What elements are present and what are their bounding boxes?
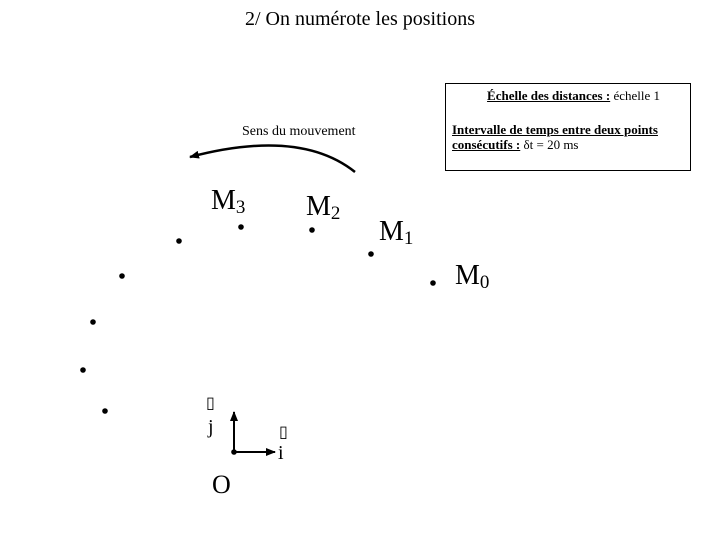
label-m1-letter: M	[379, 216, 404, 247]
scale-label: Échelle des distances :	[487, 88, 611, 103]
label-m3-letter: M	[211, 185, 236, 216]
point-m7	[80, 367, 86, 373]
point-m5	[119, 273, 125, 279]
point-m4	[176, 238, 182, 244]
label-m2-letter: M	[306, 191, 331, 222]
axis-j-label: j	[208, 416, 214, 438]
point-m2	[309, 227, 315, 233]
label-m3-index: 3	[235, 197, 246, 218]
label-m2	[306, 191, 340, 225]
motion-direction-label: Sens du mouvement	[242, 124, 356, 139]
interval-label-line1: Intervalle de temps entre deux points	[452, 122, 658, 137]
label-m2-index: 2	[330, 203, 341, 224]
label-m0	[455, 260, 489, 294]
vector-i-arrow-glyph: ▯	[279, 424, 288, 441]
point-m6	[90, 319, 96, 325]
page-title: 2/ On numérote les positions	[245, 8, 475, 30]
label-m3	[211, 185, 245, 219]
label-m1	[379, 216, 413, 250]
point-m8	[102, 408, 108, 414]
interval-label-line2: consécutifs :	[452, 137, 521, 152]
origin-label: O	[212, 470, 231, 499]
point-m0	[430, 280, 436, 286]
point-m3	[238, 224, 244, 230]
label-m0-index: 0	[479, 272, 490, 293]
vector-j-arrow-glyph: ▯	[206, 395, 215, 412]
label-m1-index: 1	[403, 228, 414, 249]
scale-value: échelle 1	[613, 88, 660, 103]
interval-value: δt = 20 ms	[523, 137, 579, 152]
axis-i-label: i	[278, 442, 284, 464]
point-m1	[368, 251, 374, 257]
motion-direction-arrow	[190, 145, 355, 172]
label-m0-letter: M	[455, 260, 480, 291]
